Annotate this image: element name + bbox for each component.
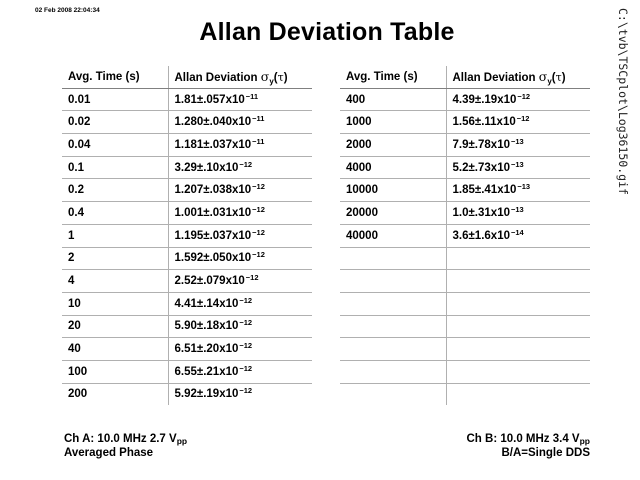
sigma-symbol: σ (260, 69, 270, 85)
channel-b-info (466, 432, 590, 460)
deviation-exponent: −13 (517, 182, 531, 192)
deviation-value: 1.81±.057 (174, 93, 226, 106)
times-ten: x10 (225, 275, 245, 288)
deviation-value: 1.85±.41 (452, 184, 498, 197)
allan-deviation-cell (168, 292, 312, 315)
allan-deviation-cell (446, 383, 590, 405)
avg-time-cell: 0.02 (62, 111, 168, 134)
deviation-exponent: −13 (510, 136, 524, 146)
deviation-value: 1.001±.031 (174, 206, 232, 219)
table-row (340, 224, 590, 247)
avg-time-cell: 0.1 (62, 156, 168, 179)
deviation-value: 1.56±.11 (452, 116, 497, 129)
allan-deviation-cell (446, 88, 590, 111)
deviation-value: 6.55±.21 (174, 365, 220, 378)
header-dev-prefix: Allan Deviation (174, 72, 261, 85)
avg-time-cell (340, 247, 446, 270)
deviation-value: 4.39±.19 (452, 93, 498, 106)
avg-time-cell: 200 (62, 383, 168, 405)
deviation-exponent: −11 (245, 91, 259, 101)
table-row (340, 270, 590, 293)
avg-time-cell: 2 (62, 247, 168, 270)
table-row (62, 360, 312, 383)
deviation-exponent: −12 (239, 159, 253, 169)
table-row (340, 247, 590, 270)
table-row (340, 315, 590, 338)
table-row (62, 202, 312, 225)
table-body-right (340, 88, 590, 405)
deviation-value: 3.6±1.6 (452, 229, 491, 242)
allan-deviation-cell (168, 134, 312, 157)
avg-time-cell: 10000 (340, 179, 446, 202)
allan-deviation-cell (446, 156, 590, 179)
tau-symbol: τ (277, 71, 284, 85)
times-ten: x10 (490, 206, 510, 219)
allan-deviation-cell (168, 224, 312, 247)
deviation-exponent: −12 (239, 295, 253, 305)
table-row (62, 111, 312, 134)
allan-deviation-cell (168, 247, 312, 270)
paren-open: ( (273, 72, 278, 85)
allan-deviation-cell (446, 338, 590, 361)
header-avg-time: Avg. Time (s) (62, 66, 168, 88)
table-row (340, 292, 590, 315)
allan-deviation-cell (446, 247, 590, 270)
avg-time-cell (340, 270, 446, 293)
table-row (62, 338, 312, 361)
deviation-value: 5.2±.73 (452, 161, 491, 174)
times-ten: x10 (231, 138, 252, 151)
deviation-value: 2.52±.079 (174, 275, 226, 288)
table-row (62, 315, 312, 338)
times-ten: x10 (231, 116, 252, 129)
deviation-exponent: −11 (252, 114, 265, 124)
allan-deviation-cell (168, 156, 312, 179)
times-ten: x10 (490, 138, 510, 151)
deviation-value: 1.195±.037 (174, 229, 232, 242)
allan-deviation-cell (168, 202, 312, 225)
allan-deviation-cell (168, 270, 312, 293)
allan-deviation-table-right (340, 66, 590, 405)
avg-time-cell (340, 338, 446, 361)
times-ten: x10 (497, 184, 517, 197)
avg-time-cell: 10 (62, 292, 168, 315)
table-body-left (62, 88, 312, 405)
channel-a-line1 (64, 432, 187, 446)
deviation-value: 1.592±.050 (174, 252, 232, 265)
allan-deviation-cell (446, 224, 590, 247)
allan-deviation-cell (168, 383, 312, 405)
table-row (62, 247, 312, 270)
allan-deviation-cell (446, 315, 590, 338)
paren-close: ) (561, 72, 566, 85)
times-ten: x10 (219, 297, 239, 310)
deviation-value: 1.181±.037 (174, 138, 232, 151)
deviation-exponent: −14 (510, 227, 524, 237)
avg-time-cell: 1 (62, 224, 168, 247)
timestamp: 02 Feb 2008 22:04:34 (35, 7, 100, 14)
table-header-row (340, 66, 590, 88)
table-row (340, 360, 590, 383)
allan-deviation-table-left (62, 66, 312, 405)
deviation-exponent: −12 (239, 386, 253, 396)
deviation-value: 5.92±.19 (174, 388, 220, 401)
allan-deviation-cell (168, 179, 312, 202)
table-row (340, 156, 590, 179)
times-ten: x10 (490, 229, 510, 242)
channel-a-mode: Averaged Phase (64, 447, 154, 459)
allan-deviation-cell (446, 292, 590, 315)
deviation-exponent: −13 (510, 159, 524, 169)
table-row (62, 88, 312, 111)
table-row (340, 383, 590, 405)
deviation-value: 6.51±.20 (174, 343, 220, 356)
times-ten: x10 (231, 229, 252, 242)
table-header-row (62, 66, 312, 88)
avg-time-cell: 4000 (340, 156, 446, 179)
table-row (340, 179, 590, 202)
allan-deviation-cell (446, 111, 590, 134)
allan-deviation-cell (446, 360, 590, 383)
table-row (62, 179, 312, 202)
deviation-value: 5.90±.18 (174, 320, 220, 333)
times-ten: x10 (225, 93, 245, 106)
channel-a-info (64, 432, 187, 460)
table-row (340, 88, 590, 111)
table-row (62, 270, 312, 293)
paren-close: ) (283, 72, 288, 85)
channel-b-signal: Ch B: 10.0 MHz 3.4 V (466, 433, 580, 445)
sigma-subscript: y (547, 77, 552, 87)
times-ten: x10 (497, 93, 517, 106)
paren-open: ( (551, 72, 556, 85)
header-avg-time: Avg. Time (s) (340, 66, 446, 88)
avg-time-cell (340, 383, 446, 405)
avg-time-cell: 40 (62, 338, 168, 361)
table-row (340, 111, 590, 134)
table-row (62, 156, 312, 179)
channel-a-signal: Ch A: 10.0 MHz 2.7 V (64, 433, 177, 445)
table-row (62, 383, 312, 405)
deviation-exponent: −13 (510, 204, 524, 214)
table-row (340, 134, 590, 157)
deviation-value: 4.41±.14 (174, 297, 220, 310)
table-row (340, 202, 590, 225)
deviation-exponent: −12 (239, 318, 253, 328)
table-row (62, 292, 312, 315)
avg-time-cell: 0.01 (62, 88, 168, 111)
header-allan-deviation (168, 66, 312, 88)
channel-b-line1 (466, 432, 590, 446)
deviation-exponent: −12 (239, 363, 253, 373)
table-row (340, 338, 590, 361)
deviation-value: 1.207±.038 (174, 184, 232, 197)
deviation-exponent: −12 (252, 204, 265, 214)
deviation-exponent: −12 (239, 341, 253, 351)
avg-time-cell: 2000 (340, 134, 446, 157)
deviation-exponent: −12 (252, 250, 265, 260)
table-row (62, 134, 312, 157)
times-ten: x10 (231, 252, 252, 265)
deviation-exponent: −12 (517, 91, 531, 101)
deviation-value: 1.0±.31 (452, 206, 491, 219)
times-ten: x10 (219, 320, 239, 333)
deviation-value: 7.9±.78 (452, 138, 491, 151)
allan-deviation-cell (168, 315, 312, 338)
deviation-exponent: −12 (252, 227, 265, 237)
avg-time-cell: 0.2 (62, 179, 168, 202)
avg-time-cell (340, 315, 446, 338)
avg-time-cell: 100 (62, 360, 168, 383)
avg-time-cell: 400 (340, 88, 446, 111)
times-ten: x10 (219, 161, 239, 174)
avg-time-cell: 1000 (340, 111, 446, 134)
allan-deviation-cell (446, 134, 590, 157)
deviation-exponent: −11 (252, 136, 265, 146)
deviation-value: 1.280±.040 (174, 116, 232, 129)
channel-a-vpp-subscript: pp (176, 436, 188, 446)
avg-time-cell: 20 (62, 315, 168, 338)
times-ten: x10 (219, 365, 239, 378)
avg-time-cell: 40000 (340, 224, 446, 247)
channel-b-mode: B/A=Single DDS (501, 447, 590, 459)
allan-deviation-cell (446, 179, 590, 202)
deviation-exponent: −12 (252, 182, 265, 192)
times-ten: x10 (219, 388, 239, 401)
allan-deviation-cell (168, 111, 312, 134)
deviation-value: 3.29±.10 (174, 161, 220, 174)
sigma-subscript: y (269, 77, 274, 87)
times-ten: x10 (496, 116, 516, 129)
times-ten: x10 (231, 206, 252, 219)
times-ten: x10 (490, 161, 510, 174)
header-dev-prefix: Allan Deviation (452, 72, 539, 85)
file-path-label: C:\tvb\TSCplot\Log36150.gif (616, 8, 630, 195)
channel-b-vpp-subscript: pp (579, 436, 590, 446)
page-title: Allan Deviation Table (199, 18, 455, 46)
allan-deviation-cell (446, 202, 590, 225)
tau-symbol: τ (555, 71, 562, 85)
avg-time-cell (340, 360, 446, 383)
allan-deviation-cell (168, 88, 312, 111)
avg-time-cell: 0.4 (62, 202, 168, 225)
avg-time-cell: 20000 (340, 202, 446, 225)
allan-deviation-cell (168, 360, 312, 383)
times-ten: x10 (219, 343, 239, 356)
deviation-exponent: −12 (516, 114, 530, 124)
header-allan-deviation (446, 66, 590, 88)
table-row (62, 224, 312, 247)
avg-time-cell: 4 (62, 270, 168, 293)
times-ten: x10 (231, 184, 252, 197)
avg-time-cell (340, 292, 446, 315)
allan-deviation-cell (168, 338, 312, 361)
sigma-symbol: σ (538, 69, 548, 85)
avg-time-cell: 0.04 (62, 134, 168, 157)
allan-deviation-cell (446, 270, 590, 293)
deviation-exponent: −12 (245, 273, 259, 283)
